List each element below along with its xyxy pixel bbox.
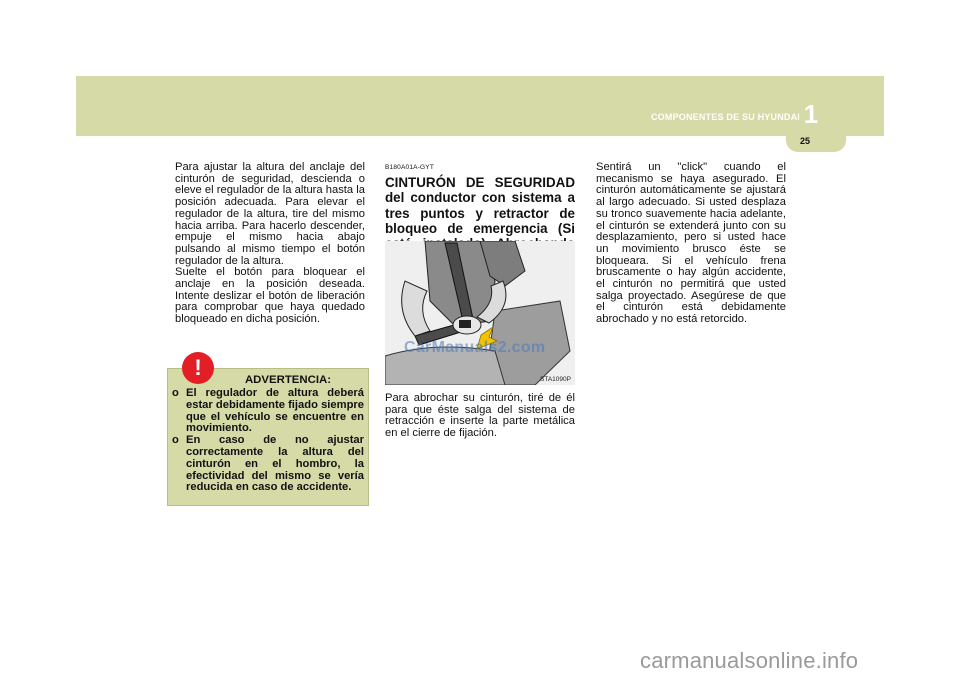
chapter-title: COMPONENTES DE SU HYUNDAI bbox=[650, 112, 800, 122]
warning-item-text: En caso de no ajustar correctamente la altura del cinturón en el hombro, la efectividad del mismo se vería reducida en caso de accidente. bbox=[186, 434, 364, 494]
paragraph-adjust-height: Para ajustar la altura del anclaje del cinturón de seguridad, descienda o eleve el regulador de la altura hasta la posición adecuada. Para elevar el regulador de la altura, tire del mismo hacia arriba. Para hacerlo descender, empuje el mismo hacia abajo pulsando al mismo tiempo el botón regulador de la altura. bbox=[175, 161, 365, 267]
warning-item bbox=[172, 435, 364, 494]
chapter-number: 1 bbox=[803, 99, 819, 129]
seatbelt-illustration bbox=[385, 241, 575, 385]
warning-item bbox=[172, 388, 364, 435]
warning-title: ADVERTENCIA: bbox=[244, 374, 332, 386]
figure-code: STA1090P bbox=[540, 376, 571, 383]
header-band bbox=[76, 76, 884, 136]
page-number: 25 bbox=[799, 136, 810, 146]
warning-list bbox=[172, 388, 364, 494]
site-watermark: carmanualsonline.info bbox=[640, 648, 859, 673]
warning-icon: ! bbox=[182, 352, 214, 384]
section-code: B180A01A-GYT bbox=[385, 164, 435, 171]
column-left bbox=[175, 162, 365, 326]
paragraph-fasten-belt: Para abrochar su cinturón, tiré de él para que éste salga del sistema de retracción e inserte la parte metálica en el cierre de fijación. bbox=[385, 392, 575, 440]
warning-item-text: El regulador de altura deberá estar debidamente fijado siempre que el vehículo se encuentre en movimiento. bbox=[186, 387, 364, 435]
column-right bbox=[596, 162, 786, 326]
seatbelt-drawing bbox=[385, 241, 575, 385]
warning-bullet: o bbox=[172, 387, 179, 399]
warning-bullet: o bbox=[172, 434, 179, 447]
paragraph-release-button: Suelte el botón para bloquear el anclaje en la posición deseada. Intente deslizar el botón de liberación para comprobar que haya quedado bloqueado en dicha posición. bbox=[175, 266, 365, 326]
figure-watermark: CarManuals2.com bbox=[404, 339, 546, 356]
paragraph-click-lock: Sentirá un "click" cuando el mecanismo se haya asegurado. El cinturón automáticamente se ajustará al largo adecuado. Si usted desplaza su tronco suavemente hacia adelante, el cinturón se extenderá junto con su desplazamiento, pero si usted hace un movimiento brusco éste se bloqueara. Si el vehículo frena bruscamente o hay algún accidente, el cinturón no permitirá que usted salga proyectado. Asegúrese de que el cinturón está debidamente abrochado y no está retorcido. bbox=[596, 161, 786, 326]
section-heading: CINTURÓN DE SEGURIDAD del conductor con sistema a tres puntos y retractor de bloqueo de emergencia (Si bbox=[385, 174, 575, 236]
